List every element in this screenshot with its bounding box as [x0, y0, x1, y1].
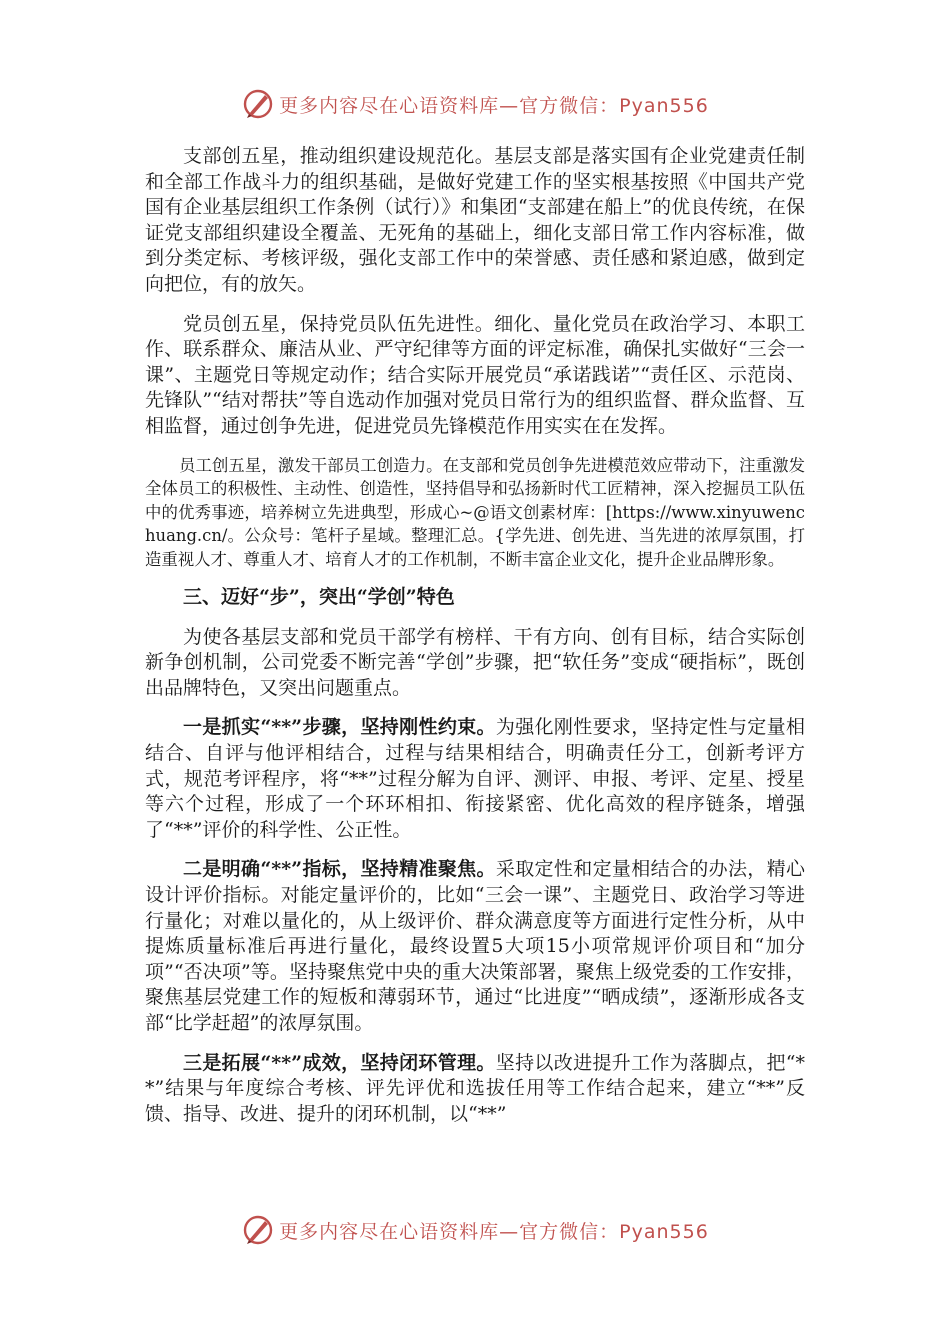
paragraph: 二是明确“**”指标，坚持精准聚焦。采取定性和定量相结合的办法，精心设计评价指标。对能定量评价的，比如“三会一课”、主题党日、政治学习等进行量化；对难以量化的，从上级评价、群众满意度等方面进行定性分析，从中提炼质量标准后再进行量化，最终设置5大项15小项常规评价项目和“加分项”“否决项”等。坚持聚焦党中央的重大决策部署，聚焦上级党委的工作安排，聚焦基层党建工作的短板和薄弱环节，通过“比进度”“晒成绩”，逐渐形成各支部“比学赶超”的浓厚氛围。: [145, 858, 805, 1034]
pen-logo-icon: [241, 1213, 275, 1247]
paragraph: 为使各基层支部和党员干部学有榜样、干有方向、创有目标，结合实际创新争创机制，公司党委不断完善“学创”步骤，把“软任务”变成“硬指标”，既创出品牌特色，又突出问题重点。: [145, 625, 805, 699]
banner-text: 更多内容尽在心语资料库—官方微信：Pyan556: [279, 94, 709, 117]
footer-watermark-banner: [0, 1210, 950, 1250]
paragraph: 员工创五星，激发干部员工创造力。在支部和党员创争先进模范效应带动下，注重激发全体员工的积极性、主动性、创造性，坚持倡导和弘扬新时代工匠精神，深入挖掘员工队伍中的优秀事迹，培养树立先进典型，形成心~@语文创素材库：[https://www.xinyuwenchuang.cn/。公众号：笔杆子星域。整理汇总。{学先进、创先进、当先进的浓厚氛围，打造重视人才、尊重人才、培育人才的工作机制，不断丰富企业文化，提升企业品牌形象。: [145, 455, 805, 569]
paragraph: 支部创五星，推动组织建设规范化。基层支部是落实国有企业党建责任制和全部工作战斗力的组织基础，是做好党建工作的坚实根基按照《中国共产党国有企业基层组织工作条例（试行）》和集团“支部建在船上”的优良传统，在保证党支部组织建设全覆盖、无死角的基础上，细化支部日常工作内容标准，做到分类定标、考核评级，强化支部工作中的荣誉感、责任感和紧迫感，做到定向把位，有的放矢。: [145, 145, 805, 295]
pen-logo-icon: [241, 87, 275, 121]
banner-text: 更多内容尽在心语资料库—官方微信：Pyan556: [279, 1220, 709, 1243]
header-watermark-banner: [0, 84, 950, 124]
paragraph: 一是抓实“**”步骤，坚持刚性约束。为强化刚性要求，坚持定性与定量相结合、自评与他评相结合，过程与结果相结合，明确责任分工，创新考评方式，规范考评程序，将“**”过程分解为自评、测评、申报、考评、定星、授星等六个过程，形成了一个环环相扣、衔接紧密、优化高效的程序链条，增强了“**”评价的科学性、公正性。: [145, 716, 805, 841]
paragraph: 三是拓展“**”成效，坚持闭环管理。坚持以改进提升工作为落脚点，把“**”结果与年度综合考核、评先评优和选拔任用等工作结合起来，建立“**”反馈、指导、改进、提升的闭环机制，以“**”: [145, 1051, 806, 1125]
document-body: [145, 144, 805, 1141]
paragraph: 党员创五星，保持党员队伍先进性。细化、量化党员在政治学习、本职工作、联系群众、廉洁从业、严守纪律等方面的评定标准，确保扎实做好“三会一课”、主题党日等规定动作；结合实际开展党员“承诺践诺”“责任区、示范岗、先锋队”“结对帮扶”等自选动作加强对党员日常行为的组织监督、群众监督、互相监督，通过创争先进，促进党员先锋模范作用实实在在发挥。: [145, 312, 805, 437]
section-heading: 三、迈好“步”，突出“学创”特色: [183, 586, 455, 609]
